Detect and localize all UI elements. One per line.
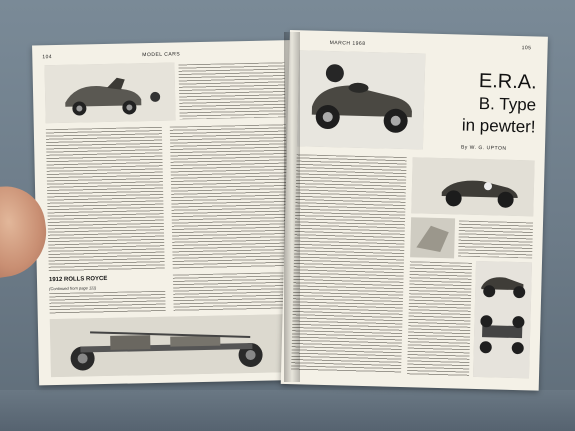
table-surface [0, 390, 575, 431]
text-block [178, 62, 285, 119]
model-views-illustration [473, 261, 532, 378]
right-page [281, 30, 548, 391]
vintage-car-photo [44, 63, 175, 124]
text-column [170, 124, 289, 268]
section-heading: 1912 ROLLS ROYCE [48, 275, 108, 284]
left-running-head: MODEL CARS [142, 51, 181, 59]
era-model-photo [297, 50, 425, 149]
chassis-photo [50, 314, 291, 377]
text-block [173, 272, 290, 312]
article-title-line2: B. Type [478, 93, 537, 115]
article-text-column [407, 261, 472, 377]
race-car-12-illustration [411, 157, 534, 216]
continued-note: (Continued from page 111) [49, 285, 97, 292]
right-running-head: MARCH 1968 [329, 40, 366, 47]
race-car-illustration [297, 50, 425, 149]
vintage-car-illustration [44, 63, 175, 124]
model-views-photo [473, 261, 532, 378]
article-text-column [291, 154, 407, 373]
article-byline: By W. G. UPTON [460, 144, 507, 152]
text-column [46, 127, 165, 271]
book-spine [284, 32, 300, 382]
left-page [32, 40, 301, 385]
car-photo-12 [411, 157, 534, 216]
right-page-number: 105 [521, 45, 532, 52]
chassis-illustration [50, 314, 291, 377]
left-page-number: 104 [42, 54, 53, 61]
text-block [49, 291, 165, 315]
parts-illustration [410, 217, 455, 258]
article-title-line1: E.R.A. [478, 69, 537, 94]
caption-block [458, 220, 533, 258]
parts-photo [410, 217, 455, 258]
article-title-line3: in pewter! [461, 115, 536, 137]
